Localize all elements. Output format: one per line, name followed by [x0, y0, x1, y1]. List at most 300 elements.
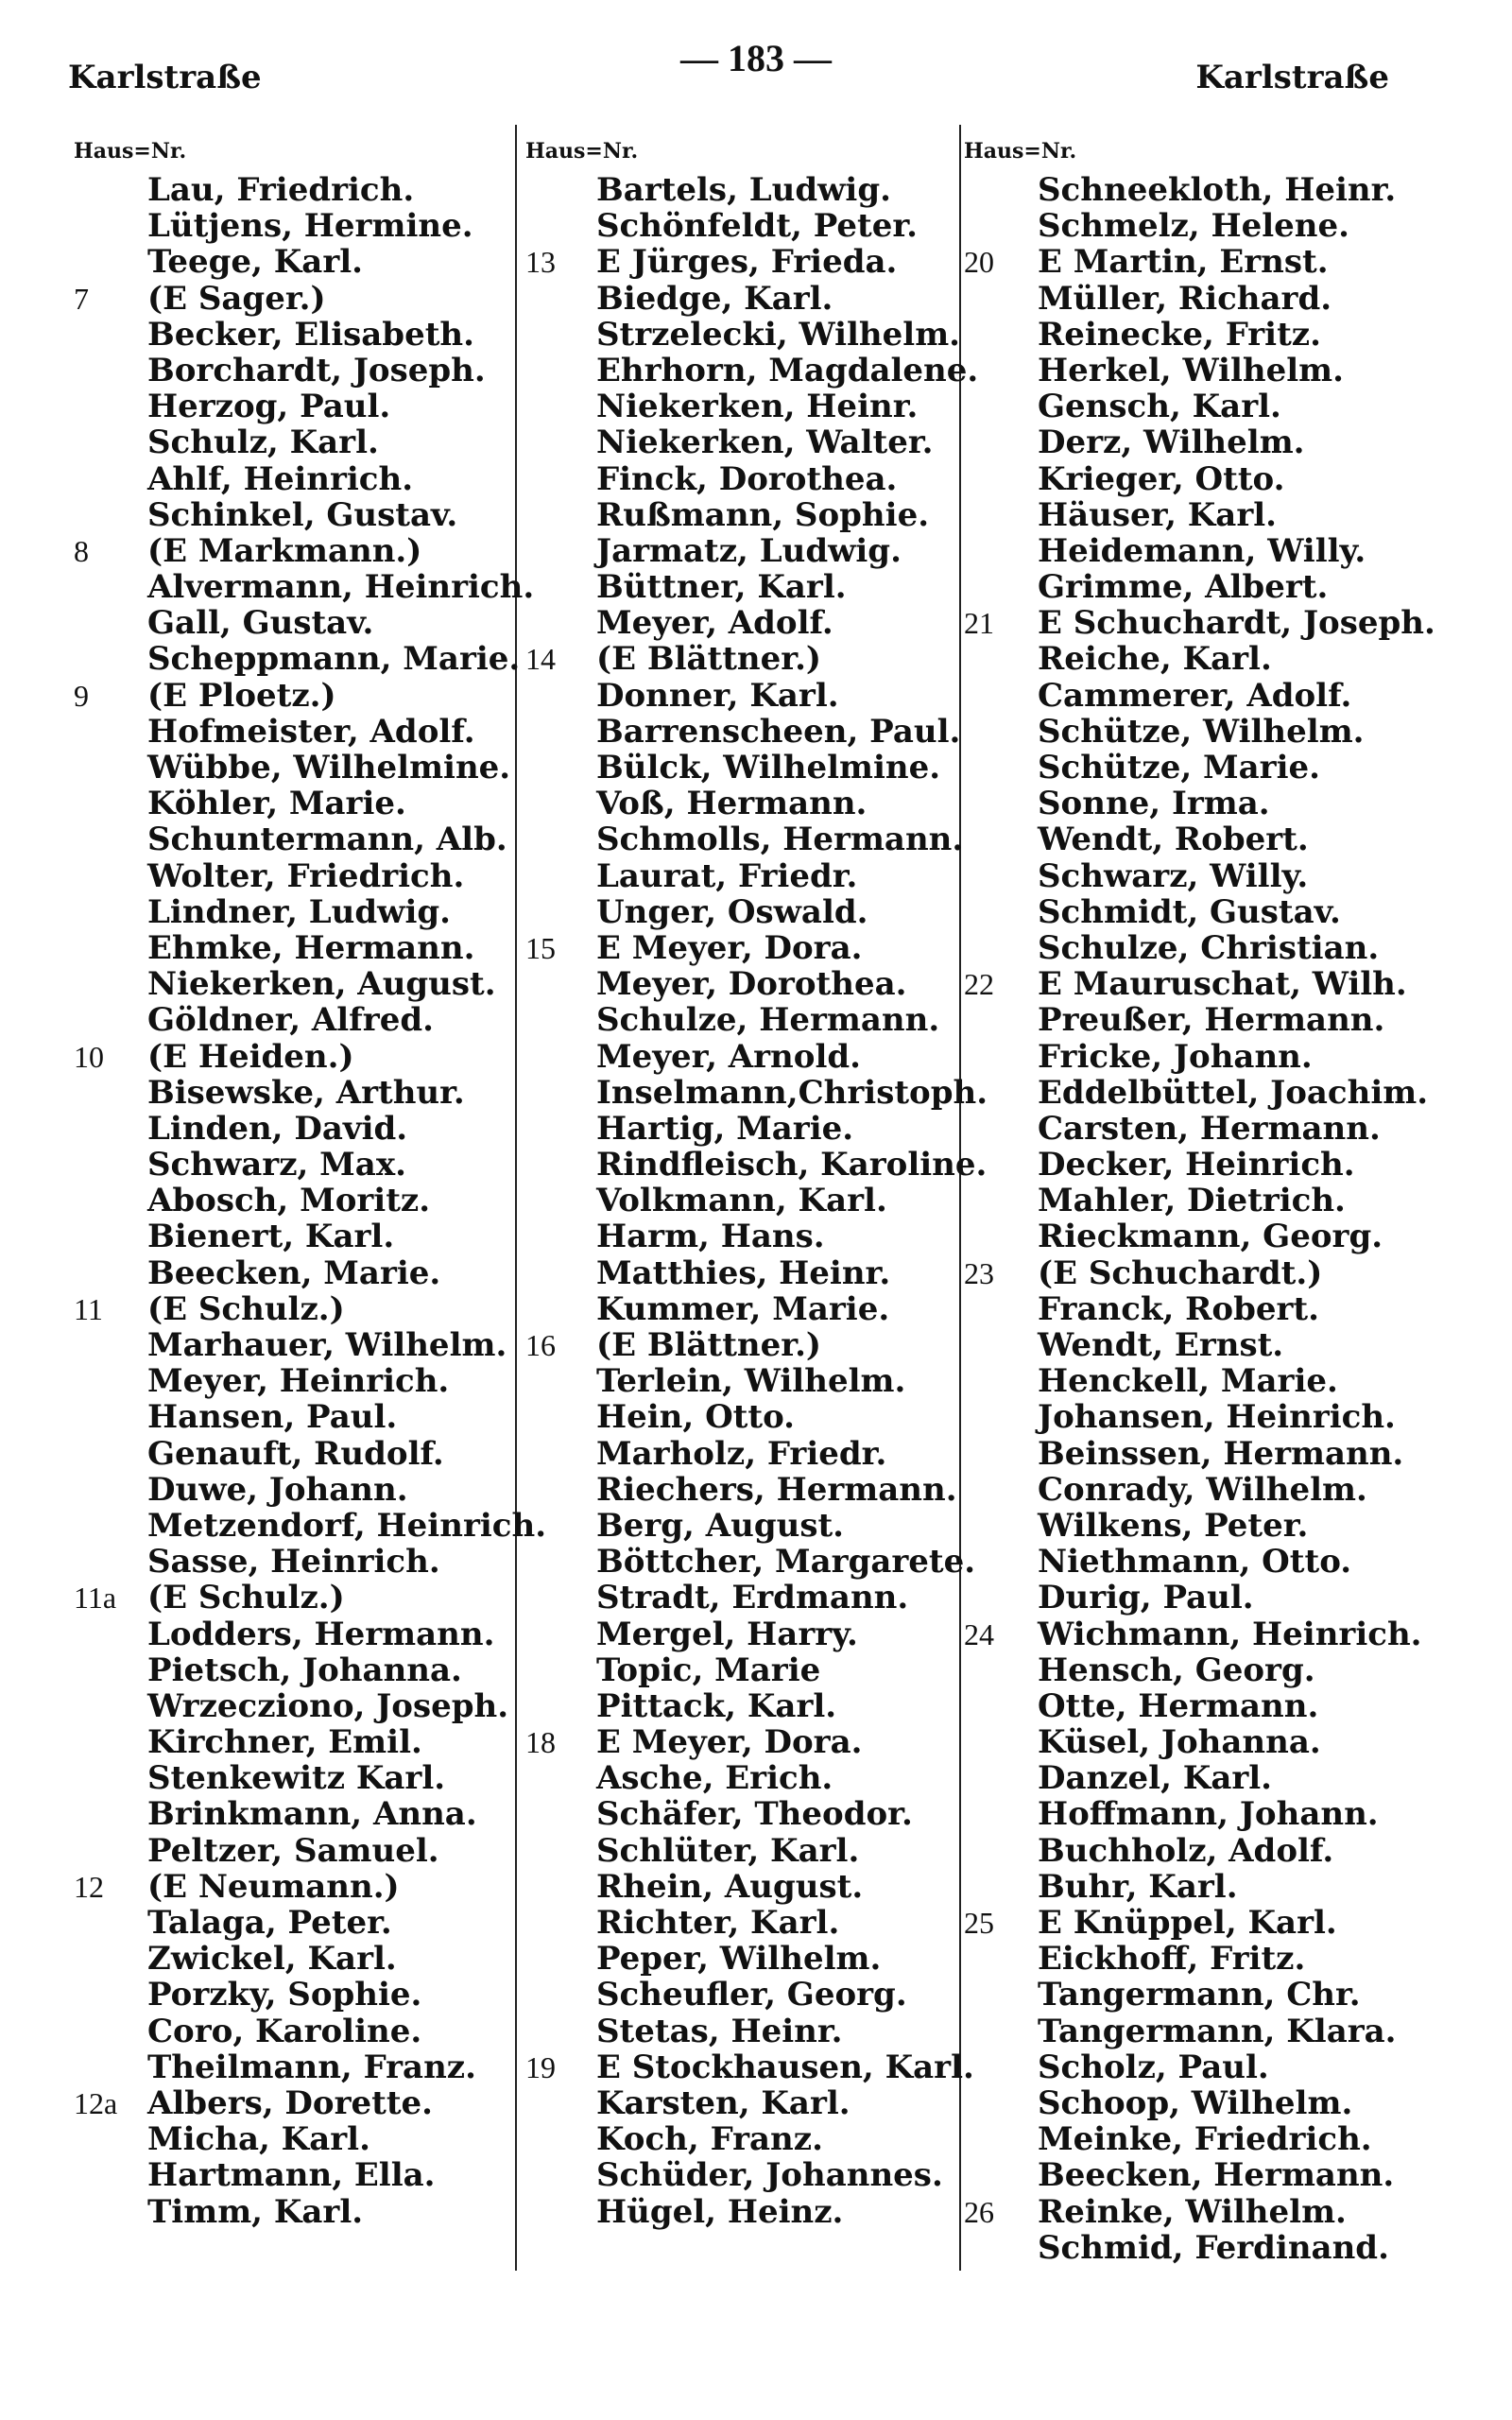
resident-name: Niethmann, Otto. [1038, 1543, 1352, 1582]
resident-name: Stenkewitz Karl. [147, 1759, 446, 1798]
resident-name: E Knüppel, Karl. [1038, 1904, 1337, 1942]
list-item [74, 1506, 547, 1545]
list-item [964, 1255, 1436, 1291]
list-item [964, 1472, 1436, 1508]
list-item [964, 2014, 1436, 2049]
list-item [964, 244, 1436, 280]
resident-name: Grimme, Albert. [1038, 568, 1329, 607]
resident-name: Porzky, Sophie. [147, 1976, 422, 2014]
list-item [964, 858, 1436, 894]
resident-name: Gall, Gustav. [147, 604, 374, 643]
list-item [525, 1977, 956, 2013]
house-number: 20 [964, 245, 994, 280]
resident-name: Rußmann, Sophie. [596, 495, 930, 534]
resident-name: Biedge, Karl. [596, 279, 833, 318]
resident-name: Bisewske, Arthur. [147, 1073, 465, 1112]
resident-name: E Stockhausen, Karl. [596, 2048, 974, 2086]
list-item [525, 786, 956, 821]
list-item [74, 1327, 508, 1363]
resident-name: Hensch, Georg. [1038, 1651, 1315, 1689]
resident-name: Wilkens, Peter. [1038, 1506, 1309, 1545]
list-item [964, 2157, 1436, 2193]
resident-name: Mahler, Dietrich. [1038, 1182, 1346, 1220]
list-item [964, 1544, 1436, 1580]
resident-name: Sasse, Heinrich. [147, 1543, 440, 1582]
resident-name: Metzendorf, Heinrich. [147, 1506, 547, 1545]
list-item [964, 172, 1436, 208]
list-item [525, 1146, 988, 1184]
list-item [74, 244, 508, 280]
list-item [74, 1688, 508, 1724]
list-item [525, 172, 956, 208]
list-item [964, 1399, 1436, 1435]
resident-name: Herkel, Wilhelm. [1038, 351, 1344, 389]
page-number: — 183 — [680, 37, 832, 79]
resident-name: Niekerken, Heinr. [596, 388, 919, 426]
list-item [74, 533, 508, 569]
list-item [525, 1255, 956, 1291]
resident-name: Meinke, Friedrich. [1038, 2120, 1372, 2159]
list-item [525, 2157, 956, 2193]
house-number: 18 [525, 1725, 556, 1760]
resident-name: Theilmann, Franz. [147, 2048, 476, 2086]
resident-name: Asche, Erich. [596, 1759, 833, 1798]
list-item [74, 2085, 508, 2121]
resident-name: Albers, Dorette. [147, 2083, 434, 2122]
resident-name: Preußer, Hermann. [1038, 1001, 1385, 1040]
resident-name: Schulz, Karl. [147, 424, 379, 462]
resident-name: Coro, Karoline. [147, 2012, 422, 2050]
resident-name: Linden, David. [147, 1109, 408, 1148]
list-item [964, 1869, 1436, 1905]
resident-name: Wendt, Ernst. [1038, 1326, 1284, 1364]
resident-name: Reinke, Wilhelm. [1038, 2192, 1347, 2231]
list-item [74, 1760, 508, 1796]
resident-name: Reinecke, Fritz. [1038, 315, 1321, 354]
resident-name: Richter, Karl. [596, 1904, 840, 1942]
list-item [525, 389, 956, 424]
address-column [964, 130, 1436, 2266]
resident-name: Genauft, Rudolf. [147, 1434, 444, 1473]
list-item [74, 1941, 508, 1977]
resident-name: (E Blättner.) [596, 640, 821, 679]
resident-name: Eddelbüttel, Joachim. [1038, 1073, 1429, 1112]
resident-name: Schmid, Ferdinand. [1038, 2228, 1389, 2267]
resident-name: Barrenscheen, Paul. [596, 712, 961, 751]
house-number: 11a [74, 1581, 117, 1616]
list-item [74, 1219, 508, 1254]
resident-name: Schwarz, Willy. [1038, 856, 1309, 895]
list-item [964, 2085, 1436, 2121]
resident-name: Unger, Oswald. [596, 892, 868, 931]
resident-name: Stradt, Erdmann. [596, 1579, 909, 1617]
list-item [525, 894, 956, 930]
list-item [964, 424, 1436, 460]
list-item [74, 461, 508, 497]
resident-name: Schwarz, Max. [147, 1146, 406, 1184]
house-number: 11 [74, 1291, 103, 1326]
list-item [525, 1327, 956, 1363]
resident-name: Franck, Robert. [1038, 1289, 1319, 1328]
list-item [964, 641, 1436, 677]
list-item [74, 281, 508, 317]
house-number: 13 [525, 245, 556, 280]
list-item [964, 281, 1436, 317]
resident-name: Eickhoff, Fritz. [1038, 1940, 1306, 1979]
list-item [74, 1183, 508, 1219]
list-item [964, 1580, 1436, 1616]
resident-name: Schütze, Wilhelm. [1038, 712, 1365, 751]
resident-name: Cammerer, Adolf. [1038, 676, 1352, 715]
list-item [525, 605, 956, 641]
resident-name: Göldner, Alfred. [147, 1001, 434, 1040]
list-item [74, 1905, 508, 1941]
list-item [964, 2121, 1436, 2157]
list-item [964, 750, 1436, 786]
resident-name: Danzel, Karl. [1038, 1759, 1273, 1798]
resident-name: Zwickel, Karl. [147, 1940, 397, 1979]
list-item [74, 1796, 508, 1832]
list-item [74, 317, 508, 353]
list-item [74, 2194, 508, 2230]
resident-name: Rindfleisch, Karoline. [596, 1146, 988, 1184]
list-item [525, 461, 956, 497]
resident-name: Müller, Richard. [1038, 279, 1332, 318]
column-header-haus-nr: Haus=Nr. [525, 139, 639, 164]
list-item [525, 821, 964, 859]
list-item [964, 2049, 1436, 2085]
resident-name: Niekerken, Walter. [596, 424, 934, 462]
list-item [74, 389, 508, 424]
resident-name: Beecken, Marie. [147, 1253, 441, 1292]
resident-name: Ehmke, Hermann. [147, 928, 475, 967]
list-item [525, 1002, 956, 1038]
resident-name: Buhr, Karl. [1038, 1867, 1238, 1906]
list-item [525, 244, 956, 280]
list-item [525, 1111, 956, 1147]
list-item [525, 1183, 956, 1219]
resident-name: Schlüter, Karl. [596, 1831, 860, 1870]
resident-name: Bülck, Wilhelmine. [596, 749, 941, 786]
list-item [964, 1833, 1436, 1869]
list-item [74, 497, 508, 533]
house-number: 21 [964, 606, 994, 641]
list-item [74, 2121, 508, 2157]
house-number: 15 [525, 930, 556, 965]
list-item [74, 605, 508, 641]
resident-name: Marhauer, Wilhelm. [147, 1326, 507, 1364]
list-item [964, 1616, 1436, 1652]
list-item [74, 930, 508, 966]
resident-name: Stetas, Heinr. [596, 2012, 843, 2050]
resident-name: Küsel, Johanna. [1038, 1723, 1321, 1762]
resident-name: E Martin, Ernst. [1038, 243, 1329, 282]
resident-name: Schönfeldt, Peter. [596, 207, 918, 246]
list-item [525, 2194, 956, 2230]
resident-name: Schmolls, Hermann. [596, 821, 964, 859]
resident-name: Peltzer, Samuel. [147, 1831, 439, 1870]
list-item [74, 424, 508, 460]
list-item [964, 353, 1436, 389]
list-item [525, 208, 956, 244]
resident-name: Duwe, Johann. [147, 1470, 408, 1509]
resident-name: (E Schulz.) [147, 1289, 345, 1328]
resident-name: Jarmatz, Ludwig. [596, 531, 902, 570]
resident-name: Niekerken, August. [147, 965, 496, 1004]
resident-name: Conrady, Wilhelm. [1038, 1470, 1367, 1509]
resident-name: Hofmeister, Adolf. [147, 712, 475, 751]
list-item [964, 208, 1436, 244]
resident-name: Meyer, Adolf. [596, 604, 833, 643]
list-item [74, 1399, 508, 1435]
list-item [74, 1580, 508, 1616]
resident-name: Fricke, Johann. [1038, 1037, 1313, 1076]
resident-name: Lodders, Hermann. [147, 1615, 495, 1653]
resident-name: Bienert, Karl. [147, 1218, 395, 1256]
running-header-right: Karlstraße [1195, 59, 1389, 96]
list-item [74, 1436, 508, 1472]
list-item [74, 1111, 508, 1147]
list-item [964, 1796, 1436, 1832]
list-item [525, 1291, 956, 1327]
list-item [525, 641, 956, 677]
list-item [964, 1436, 1436, 1472]
list-item [964, 2194, 1436, 2230]
list-item [525, 858, 956, 894]
resident-name: Ehrhorn, Magdalene. [596, 351, 979, 389]
resident-name: Scholz, Paul. [1038, 2048, 1269, 2086]
resident-name: Böttcher, Margarete. [596, 1543, 976, 1582]
running-header-left: Karlstraße [68, 59, 262, 96]
list-item [525, 1869, 956, 1905]
list-item [74, 1075, 508, 1111]
resident-name: Beecken, Hermann. [1038, 2156, 1395, 2195]
list-item [525, 1833, 956, 1869]
resident-name: Herzog, Paul. [147, 388, 391, 426]
list-item [74, 1652, 508, 1688]
resident-name: Buchholz, Adolf. [1038, 1831, 1334, 1870]
column-divider [515, 125, 517, 2271]
list-item [525, 533, 956, 569]
list-item [74, 353, 508, 389]
resident-name: Micha, Karl. [147, 2120, 370, 2159]
list-item [525, 1399, 956, 1435]
column-header-haus-nr: Haus=Nr. [74, 139, 187, 164]
list-item [525, 281, 956, 317]
list-item [74, 568, 535, 607]
house-number: 8 [74, 533, 89, 568]
list-item [964, 461, 1436, 497]
list-item [525, 1436, 956, 1472]
resident-name: Berg, August. [596, 1506, 845, 1545]
list-item [74, 966, 508, 1002]
list-item [964, 1183, 1436, 1219]
list-item [74, 2014, 508, 2049]
list-item [74, 821, 508, 857]
list-item [525, 2014, 956, 2049]
resident-name: Meyer, Dorothea. [596, 965, 907, 1004]
list-item [74, 858, 508, 894]
list-item [964, 1652, 1436, 1688]
list-item [964, 1291, 1436, 1327]
resident-name: Hügel, Heinz. [596, 2192, 844, 2231]
resident-name: Meyer, Arnold. [596, 1037, 861, 1076]
list-item [74, 1147, 508, 1183]
resident-name: Johansen, Heinrich. [1038, 1398, 1396, 1437]
house-number: 9 [74, 678, 89, 713]
resident-name: Wrzeczionо, Joseph. [147, 1686, 509, 1725]
resident-name: Hoffmann, Johann. [1038, 1795, 1379, 1834]
list-item [525, 1760, 956, 1796]
list-item [525, 1724, 956, 1760]
list-item [74, 1002, 508, 1038]
list-item [525, 1652, 956, 1688]
list-item [525, 2121, 956, 2157]
resident-name: Talaga, Peter. [147, 1904, 392, 1942]
list-item [964, 1219, 1436, 1254]
resident-name: Pittack, Karl. [596, 1686, 837, 1725]
resident-name: Riechers, Hermann. [596, 1470, 957, 1509]
resident-name: Pietsch, Johanna. [147, 1651, 462, 1689]
resident-name: Otte, Hermann. [1038, 1686, 1319, 1725]
resident-name: Schmidt, Gustav. [1038, 892, 1341, 931]
list-item [964, 821, 1436, 857]
resident-name: E Jürges, Frieda. [596, 243, 898, 282]
list-item [525, 2085, 956, 2121]
list-item [525, 1616, 956, 1652]
resident-name: Scheufler, Georg. [596, 1976, 907, 2014]
list-item [964, 1905, 1436, 1941]
resident-name: E Meyer, Dora. [596, 1723, 863, 1762]
list-item [964, 497, 1436, 533]
list-item [964, 1688, 1436, 1724]
list-item [964, 714, 1436, 750]
list-item [74, 786, 508, 821]
list-item [525, 930, 956, 966]
resident-name: Lütjens, Hermine. [147, 207, 473, 246]
list-item [964, 389, 1436, 424]
list-item [74, 640, 521, 679]
resident-name: Scheppmann, Marie. [147, 640, 521, 679]
house-number: 19 [525, 2049, 556, 2084]
list-item [525, 1688, 956, 1724]
resident-name: Teege, Karl. [147, 243, 363, 282]
list-item [964, 1977, 1436, 2013]
resident-name: Köhler, Marie. [147, 785, 406, 823]
resident-name: Lau, Friedrich. [147, 171, 415, 209]
list-item [525, 1073, 988, 1112]
resident-name: Topic, Marie [596, 1651, 821, 1689]
resident-name: Wolter, Friedrich. [147, 856, 465, 895]
resident-name: Häuser, Karl. [1038, 495, 1278, 534]
house-number: 23 [964, 1255, 994, 1290]
list-item [525, 315, 961, 354]
resident-name: Krieger, Otto. [1038, 459, 1285, 498]
list-item [525, 2048, 974, 2086]
list-item [74, 2157, 508, 2193]
resident-name: Wendt, Robert. [1038, 821, 1309, 859]
list-item [525, 1796, 956, 1832]
resident-name: (E Heiden.) [147, 1037, 354, 1076]
resident-name: (E Ploetz.) [147, 676, 336, 715]
resident-name: Volkmann, Karl. [596, 1182, 887, 1220]
list-item [964, 1075, 1436, 1111]
resident-name: Donner, Karl. [596, 676, 839, 715]
list-item [964, 2230, 1436, 2266]
list-item [964, 966, 1436, 1002]
list-item [964, 1111, 1436, 1147]
resident-name: Gensch, Karl. [1038, 388, 1281, 426]
resident-name: Henckell, Marie. [1038, 1362, 1338, 1401]
resident-name: Hansen, Paul. [147, 1398, 398, 1437]
list-item [964, 1760, 1436, 1796]
list-item [964, 1147, 1436, 1183]
resident-name: Ahlf, Heinrich. [147, 459, 414, 498]
house-number: 12a [74, 2085, 118, 2120]
resident-name: Sonne, Irma. [1038, 785, 1270, 823]
resident-name: Timm, Karl. [147, 2192, 364, 2231]
house-number: 26 [964, 2194, 994, 2229]
list-item [964, 786, 1436, 821]
list-item [74, 714, 508, 750]
resident-name: Hartmann, Ella. [147, 2156, 436, 2195]
house-number: 14 [525, 642, 556, 677]
resident-name: Schinkel, Gustav. [147, 495, 458, 534]
list-item [964, 678, 1436, 714]
resident-name: Mergel, Harry. [596, 1615, 858, 1653]
resident-name: Borchardt, Joseph. [147, 351, 486, 389]
column-divider [959, 125, 961, 2271]
list-item [74, 1291, 508, 1327]
list-item [74, 1724, 508, 1760]
list-item [74, 749, 511, 786]
resident-name: Inselmann,Christoph. [596, 1073, 988, 1112]
resident-name: Strzelecki, Wilhelm. [596, 315, 961, 354]
resident-name: Finck, Dorothea. [596, 459, 898, 498]
list-item [964, 1002, 1436, 1038]
list-item [525, 497, 956, 533]
resident-name: E Meyer, Dora. [596, 928, 863, 967]
column-header-haus-nr: Haus=Nr. [964, 139, 1077, 164]
resident-name: Carsten, Hermann. [1038, 1109, 1381, 1148]
list-item [525, 1363, 956, 1399]
resident-name: (E Neumann.) [147, 1867, 400, 1906]
resident-name: Wichmann, Heinrich. [1038, 1615, 1422, 1653]
list-item [74, 208, 508, 244]
resident-name: Terlein, Wilhelm. [596, 1362, 906, 1401]
resident-name: Reiche, Karl. [1038, 640, 1272, 679]
list-item [525, 351, 979, 389]
list-item [74, 678, 508, 714]
resident-name: Tangermann, Chr. [1038, 1976, 1361, 2014]
list-item [525, 1941, 956, 1977]
list-item [964, 605, 1436, 641]
list-item [964, 1724, 1436, 1760]
list-item [74, 1039, 508, 1075]
list-item [964, 930, 1436, 966]
house-number: 10 [74, 1039, 104, 1074]
list-item [964, 1327, 1436, 1363]
list-item [525, 424, 956, 460]
resident-name: Harm, Hans. [596, 1218, 825, 1256]
list-item [525, 1039, 956, 1075]
list-item [74, 172, 508, 208]
resident-name: Hein, Otto. [596, 1398, 796, 1437]
resident-name: Schuntermann, Alb. [147, 821, 507, 859]
list-item [964, 894, 1436, 930]
resident-name: Matthies, Heinr. [596, 1253, 891, 1292]
list-item [74, 1869, 508, 1905]
